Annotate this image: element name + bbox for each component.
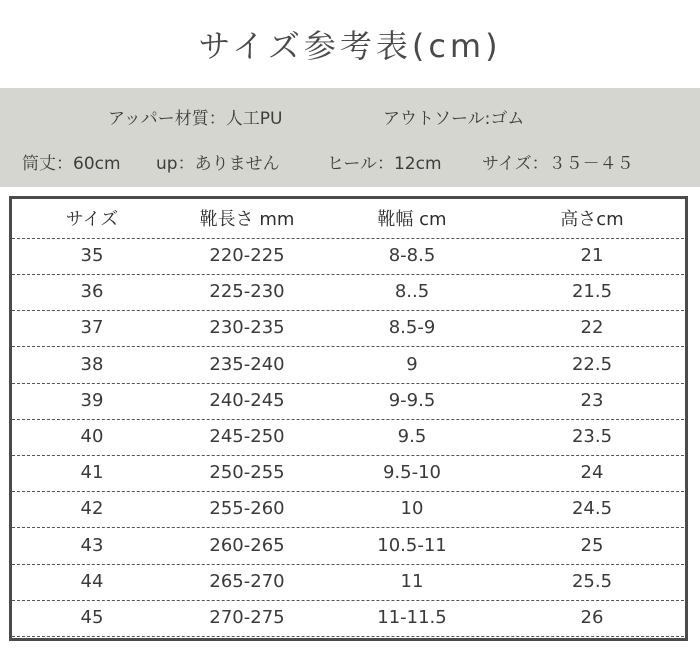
cell-size: 38: [80, 353, 104, 375]
cell-width: 9: [406, 353, 418, 375]
cell-size: 41: [80, 462, 104, 484]
cell-length: 220-225: [209, 245, 285, 266]
cell-size: 35: [80, 245, 104, 266]
cell-height: 23: [580, 389, 604, 411]
cell-length: 265-270: [209, 570, 285, 592]
cell-size: 44: [80, 570, 104, 592]
cell-height: 21: [580, 245, 604, 266]
cell-size: 45: [80, 607, 104, 628]
cell-length: 240-245: [209, 389, 285, 411]
cell-height: 23.5: [571, 426, 613, 447]
table-row: [12, 239, 684, 275]
spec-heel-height: ヒール：12cm: [327, 154, 442, 174]
table-row: [12, 348, 684, 384]
cell-size: 42: [80, 498, 104, 520]
spec-shaft-height: 筒丈：60cm: [22, 154, 121, 174]
header-length: 靴長さ mm: [199, 209, 295, 230]
cell-length: 255-260: [209, 498, 285, 520]
cell-width: 9.5-10: [382, 462, 442, 484]
table-row: [12, 565, 684, 601]
cell-height: 24: [580, 462, 604, 484]
table-header-row: [12, 203, 684, 239]
cell-length: 245-250: [209, 426, 285, 447]
spec-upper-material: アッパー材質：人工PU: [108, 109, 283, 129]
table-row: [12, 601, 684, 637]
cell-height: 22.5: [571, 353, 613, 375]
cell-width: 8-8.5: [388, 245, 436, 266]
table-row: [12, 492, 684, 528]
table-row: [12, 456, 684, 492]
spec-up: up：ありません: [156, 154, 280, 174]
page-title: サイズ参考表(cm): [198, 27, 502, 65]
cell-length: 235-240: [209, 353, 285, 375]
cell-size: 37: [80, 317, 104, 339]
table-row: [12, 384, 684, 420]
cell-size: 43: [80, 534, 104, 556]
cell-width: 11: [400, 570, 424, 592]
cell-height: 22: [580, 317, 604, 339]
header-size: サイズ: [65, 209, 119, 230]
cell-height: 25.5: [571, 570, 613, 592]
table-row: [12, 420, 684, 456]
cell-width: 8.5-9: [388, 317, 436, 339]
cell-size: 40: [80, 426, 104, 447]
spec-row-1: [0, 104, 700, 130]
cell-width: 10.5-11: [377, 534, 447, 556]
cell-size: 36: [80, 281, 104, 303]
header-height: 高さcm: [560, 209, 624, 230]
cell-height: 24.5: [571, 498, 613, 520]
spec-row-2: [0, 149, 700, 175]
cell-length: 260-265: [209, 534, 285, 556]
cell-width: 9-9.5: [388, 389, 436, 411]
cell-width: 8..5: [394, 281, 430, 303]
cell-width: 9.5: [397, 426, 427, 447]
cell-width: 10: [400, 498, 424, 520]
cell-length: 270-275: [209, 607, 285, 628]
cell-length: 225-230: [209, 281, 285, 303]
cell-length: 230-235: [209, 317, 285, 339]
table-row: [12, 529, 684, 565]
header-width: 靴幅 cm: [377, 209, 447, 230]
cell-height: 21.5: [571, 281, 613, 303]
cell-height: 26: [580, 607, 604, 628]
table-row: [12, 311, 684, 347]
spec-outsole: アウトソール:ゴム: [383, 109, 525, 129]
table-row: [12, 275, 684, 311]
spec-size-range: サイズ：３５－４５: [482, 154, 634, 174]
cell-height: 25: [580, 534, 604, 556]
cell-length: 250-255: [209, 462, 285, 484]
cell-size: 39: [80, 389, 104, 411]
cell-width: 11-11.5: [377, 607, 447, 628]
